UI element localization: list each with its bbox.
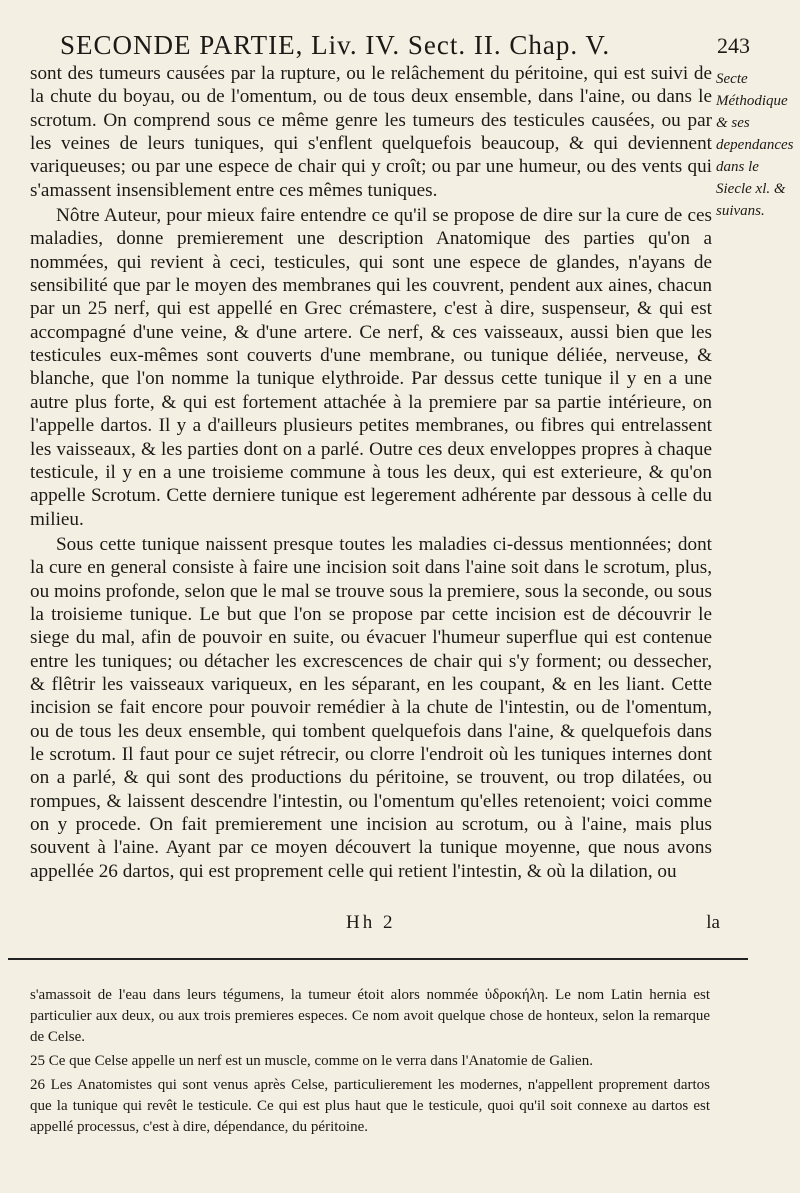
footnote: 25 Ce que Celse appelle un nerf est un muscle, comme on le verra dans l'Anatomie de Galien. (30, 1053, 593, 1069)
main-text (30, 62, 712, 883)
catchword: la (706, 912, 720, 933)
signature-line (30, 912, 720, 936)
paragraph: Sous cette tunique naissent presque toutes les maladies ci-dessus mentionnées; dont la cure en general consiste à faire une incision soit dans l'aine soit dans le scrotum, plus, ou moins profonde, selon que le mal se trouve sous la premiere, sous la seconde, ou sous la troisieme tunique. Le but que l'on se propose par cette incision est de découvrir le siege du mal, afin de pouvoir en suite, ou évacuer l'humeur superflue qui est contenue entre les tuniques; ou détacher les excrescences de chair qui s'y forment; ou dessecher, & flêtrir les vaisseaux variqueux, en les séparant, en les coupant, & en les liant. Cette incision se fait encore pour pouvoir remédier à la chute de l'intestin, ou de l'omentum, ou de tous les deux ensemble, qui tombent quelquefois dans l'aine, & quelquefois dans le scrotum. Il faut pour ce sujet rétrecir, ou clorre l'endroit où les tuniques internes dont on a parlé, & qui sont des productions du péritoine, se trouvent, ou trop dilatées, ou rompues, & laissent descendre l'intestin, ou l'omentum qu'elles retenoient; voici comme on y procede. On fait premierement une incision au scrotum, ou à l'aine, mais plus souvent à l'aine. Ayant par ce moyen découvert la tunique moyenne, que nous avons appellée 26 dartos, qui est proprement celle qui retient l'intestin, & où la dilation, ou (30, 533, 712, 882)
footnotes (30, 985, 710, 1141)
paragraph: sont des tumeurs causées par la rupture, ou le relâchement du péritoine, qui est suivi de la chute du boyau, ou de l'omentum, ou de tous deux ensemble, dans l'aine, ou dans le scrotum. On comprend sous ce même genre les tumeurs des testicules causées, ou par les veines de leurs tuniques, qui s'enflent quelquefois beaucoup, & qui deviennent variqueuses; ou par une espece de chair qui y croît; ou par une humeur, ou des vents qui s'amassent insensiblement entre ces mêmes tuniques. (30, 63, 712, 201)
paragraph: Nôtre Auteur, pour mieux faire entendre ce qu'il se propose de dire sur la cure de ces maladies, donne premierement une description Anatomique des parties qu'on a nommées, qui revient à ceci, testicules, qui sont une espece de glandes, n'ayans de sensibilité que par le moyen des membranes qui les couvrent, pendent aux aines, chacun par un 25 nerf, qui est appellé en Grec crémastere, c'est à dire, suspenseur, & qui est accompagné d'une veine, & d'une artere. Ce nerf, & ces vaisseaux, aussi bien que les testicules eux-mêmes sont couverts d'une membrane, ou tunique déliée, nerveuse, & blanche, que l'on nomme la tunique elythroide. Par dessus cette tunique il y en a une autre plus forte, & qui est fortement attachée à la premiere par sa partie intérieure, on l'appelle dartos. Il y a d'ailleurs plusieurs petites membranes, ou fibres qui entrelassent les vaisseaux, & les parties dont on a parlé. Outre ces deux enveloppes propres à chaque testicule, il y en a une troisieme commune à tous les deux, qui est exterieure, & qu'on appelle Scrotum. Cette derniere tunique est legerement adhérente par dessous à celle du milieu. (30, 205, 712, 530)
footnote: 26 Les Anatomistes qui sont venus après Celse, particulierement les modernes, n'appellent proprement dartos que la tunique qui revêt le testicule. Ce qui est plus haut que le testicule, quoi qu'il soit connexe au dartos est appellé processus, c'est à dire, dépendance, du péritoine. (30, 1077, 710, 1135)
signature-mark: Hh 2 (346, 912, 396, 933)
footnote: s'amassoit de l'eau dans leurs tégumens, la tumeur étoit alors nommée ὑδροκήλη. Le nom Latin hernia est particulier aux deux, ou aux trois premieres especes. Ce nom avoit quelque chose de honteux, selon la remarque de Celse. (30, 987, 710, 1045)
page-number: 243 (717, 33, 750, 58)
footnote-rule (8, 958, 748, 960)
running-head: SECONDE PARTIE, Liv. IV. Sect. II. Chap. V. (60, 30, 611, 60)
margin-note: Secte Méthodique & ses dependances dans le Siecle xl. & suivans. (716, 71, 794, 219)
